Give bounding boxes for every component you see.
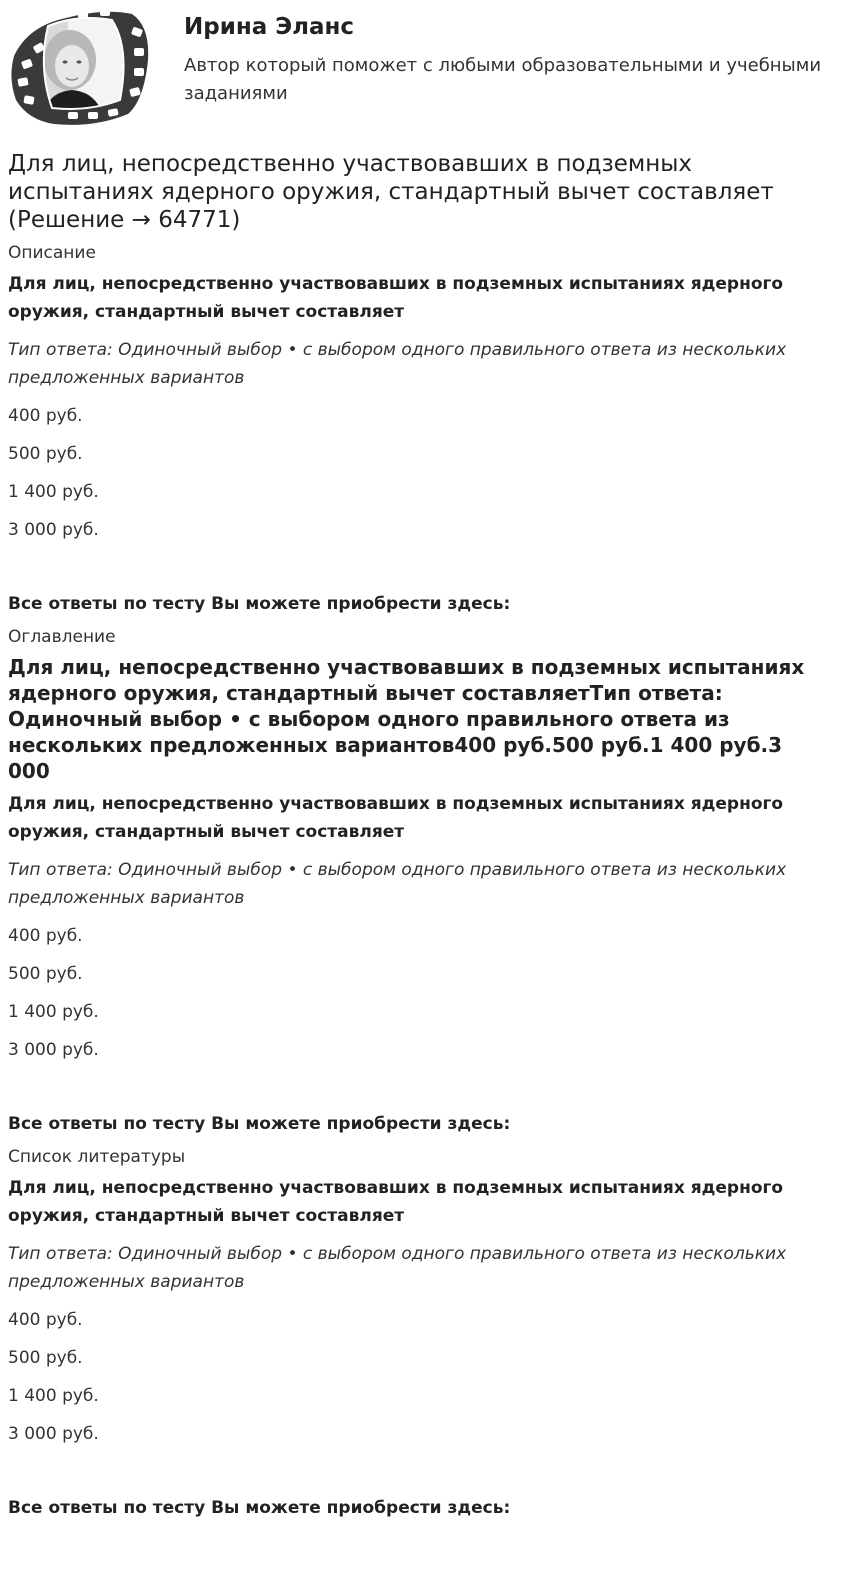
buy-answers-text: Все ответы по тесту Вы можете приобрести здесь: — [8, 1114, 511, 1134]
author-name: Ирина Эланс — [184, 14, 355, 40]
question-text: Для лиц, непосредственно участвовавших в подземных испытаниях ядерного оружия, стандартный вычет составляет — [8, 274, 784, 322]
author-block — [8, 8, 838, 128]
answer-type: Тип ответа: Одиночный выбор • с выбором одного правильного ответа из нескольких предложенных вариантов — [8, 860, 787, 908]
question-text: Для лиц, непосредственно участвовавших в подземных испытаниях ядерного оружия, стандартный вычет составляет — [8, 1178, 784, 1226]
answer-type: Тип ответа: Одиночный выбор • с выбором одного правильного ответа из нескольких предложенных вариантов — [8, 340, 787, 388]
option-item: 400 руб. — [8, 406, 83, 426]
answer-type: Тип ответа: Одиночный выбор • с выбором одного правильного ответа из нескольких предложенных вариантов — [8, 1244, 787, 1292]
description-section — [8, 242, 828, 618]
options-list — [8, 922, 828, 1064]
option-item: 500 руб. — [8, 1348, 83, 1368]
buy-answers-text: Все ответы по тесту Вы можете приобрести здесь: — [8, 594, 511, 614]
buy-answers-text: Все ответы по тесту Вы можете приобрести здесь: — [8, 1498, 511, 1518]
section-label: Оглавление — [8, 627, 116, 647]
option-item: 1 400 руб. — [8, 1386, 99, 1406]
option-item: 500 руб. — [8, 444, 83, 464]
author-description: Автор который поможет с любыми образовательными и учебными заданиями — [184, 55, 822, 104]
option-item: 400 руб. — [8, 1310, 83, 1330]
section-label: Описание — [8, 243, 96, 263]
section-label: Список литературы — [8, 1147, 186, 1167]
film-strip-portrait-icon — [8, 8, 150, 126]
question-text: Для лиц, непосредственно участвовавших в подземных испытаниях ядерного оружия, стандартный вычет составляет — [8, 794, 784, 842]
main-content — [8, 150, 828, 1522]
option-item: 3 000 руб. — [8, 1040, 99, 1060]
option-item: 1 400 руб. — [8, 1002, 99, 1022]
option-item: 500 руб. — [8, 964, 83, 984]
option-item: 3 000 руб. — [8, 1424, 99, 1444]
page-title: Для лиц, непосредственно участвовавших в подземных испытаниях ядерного оружия, стандартный вычет составляет (Решение → 64771) — [8, 151, 774, 233]
toc-heading: Для лиц, непосредственно участвовавших в подземных испытаниях ядерного оружия, стандартный вычет составляетТип ответа: Одиночный выбор • с выбором одного правильного ответа из нескольких предложенных вариантов400 руб.500 руб.1 400 руб.3 000 — [8, 655, 805, 783]
toc-section — [8, 626, 828, 1138]
options-list — [8, 1306, 828, 1448]
option-item: 3 000 руб. — [8, 520, 99, 540]
option-item: 1 400 руб. — [8, 482, 99, 502]
bibliography-section — [8, 1146, 828, 1522]
options-list — [8, 402, 828, 544]
option-item: 400 руб. — [8, 926, 83, 946]
